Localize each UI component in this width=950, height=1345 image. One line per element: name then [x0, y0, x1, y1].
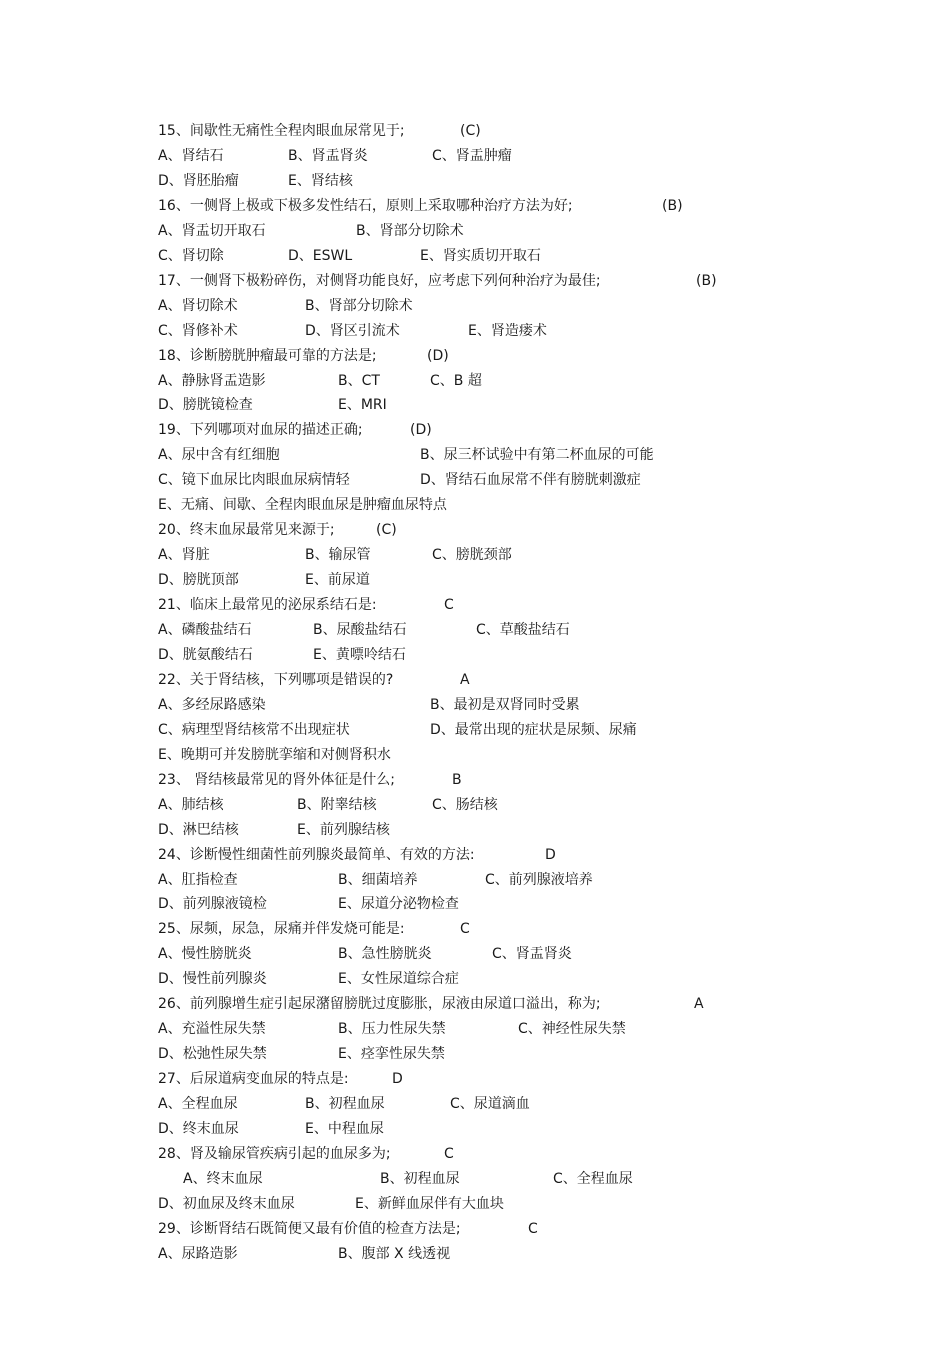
line-text: A、静脉肾盂造影 [158, 372, 266, 389]
text-line [0, 894, 950, 919]
line-text: D、慢性前列腺炎 [158, 971, 267, 988]
line-text: D、松弛性尿失禁 [158, 1046, 267, 1063]
text-line [0, 520, 950, 545]
line-segment: D [545, 846, 556, 863]
line-text: A、终末血尿 [183, 1170, 263, 1187]
line-text: A、肺结核 [158, 796, 224, 813]
text-line [0, 670, 950, 695]
text-line [0, 395, 950, 420]
text-line [0, 495, 950, 520]
line-segment: C [528, 1220, 538, 1237]
line-segment: D [392, 1071, 403, 1088]
text-line [0, 620, 950, 645]
line-segment: D、肾结石血尿常不伴有膀胱刺激症 [420, 472, 641, 489]
text-line [0, 770, 950, 795]
text-line [0, 994, 950, 1019]
text-line [0, 221, 950, 246]
line-text: A、充溢性尿失禁 [158, 1021, 266, 1038]
text-line [0, 445, 950, 470]
line-text: A、肾盂切开取石 [158, 222, 266, 239]
line-segment: B、初程血尿 [380, 1170, 460, 1187]
line-segment: B、腹部 X 线透视 [338, 1245, 451, 1262]
line-segment: A [694, 996, 704, 1013]
line-segment: B、尿三杯试验中有第二杯血尿的可能 [420, 447, 654, 464]
line-segment: C、肾盂肿瘤 [432, 147, 512, 164]
line-text: E、晚期可并发膀胱挛缩和对侧肾积水 [158, 746, 391, 763]
text-line [0, 1044, 950, 1069]
line-segment: B、输尿管 [305, 547, 371, 564]
text-line [0, 196, 950, 221]
line-text: A、尿中含有红细胞 [158, 447, 280, 464]
line-text: 19、下列哪项对血尿的描述正确; [158, 422, 363, 439]
line-segment: (D) [427, 347, 449, 364]
text-line [0, 1094, 950, 1119]
line-segment: C、全程血尿 [553, 1170, 633, 1187]
line-segment: E、肾实质切开取石 [420, 247, 541, 264]
text-line [0, 720, 950, 745]
text-line [0, 121, 950, 146]
text-line [0, 1069, 950, 1094]
line-text: A、全程血尿 [158, 1096, 238, 1113]
line-segment: C、肾盂肾炎 [492, 946, 572, 963]
line-segment: E、痉挛性尿失禁 [338, 1046, 445, 1063]
line-segment: (C) [460, 123, 481, 139]
line-text: A、肾结石 [158, 147, 224, 164]
line-segment: B、急性膀胱炎 [338, 946, 432, 963]
text-line [0, 944, 950, 969]
line-segment: C [460, 921, 470, 938]
line-text: 17、一侧肾下极粉碎伤，对侧肾功能良好，应考虑下列何种治疗为最佳; [158, 272, 601, 289]
line-segment: E、尿道分泌物检查 [338, 896, 459, 913]
line-segment: B、肾部分切除术 [356, 222, 464, 239]
line-segment: E、新鲜血尿伴有大血块 [355, 1195, 504, 1212]
text-line [0, 296, 950, 321]
line-text: 23、 肾结核最常见的肾外体征是什么; [158, 771, 395, 788]
line-segment: C [444, 1145, 454, 1162]
line-text: 15、间歇性无痛性全程肉眼血尿常见于; [158, 123, 405, 139]
line-text: C、肾修补术 [158, 322, 238, 339]
line-text: D、膀胱顶部 [158, 572, 239, 589]
text-line [0, 595, 950, 620]
line-segment: B、肾盂肾炎 [288, 147, 368, 164]
line-segment: E、中程血尿 [305, 1121, 384, 1137]
line-segment: E、黄嘌呤结石 [313, 646, 406, 663]
line-segment: C、草酸盐结石 [476, 622, 570, 638]
line-segment: C、肠结核 [432, 796, 498, 813]
text-line [0, 570, 950, 595]
line-text: 16、一侧肾上极或下极多发性结石，原则上采取哪种治疗方法为好; [158, 197, 573, 214]
line-segment: E、肾造瘘术 [468, 322, 547, 339]
line-text: D、前列腺液镜检 [158, 896, 267, 913]
text-line [0, 695, 950, 720]
line-segment: (D) [410, 422, 432, 439]
text-line [0, 1019, 950, 1044]
text-line [0, 470, 950, 495]
text-line [0, 146, 950, 171]
line-text: A、肾脏 [158, 547, 210, 564]
line-segment: E、女性尿道综合症 [338, 971, 459, 988]
text-line [0, 321, 950, 346]
text-line [0, 1219, 950, 1244]
line-text: 20、终末血尿最常见来源于; [158, 522, 335, 539]
line-text: 22、关于肾结核，下列哪项是错误的? [158, 671, 394, 688]
text-line [0, 545, 950, 570]
line-text: 24、诊断慢性细菌性前列腺炎最简单、有效的方法: [158, 846, 475, 863]
line-segment: E、前尿道 [305, 572, 370, 589]
line-text: D、胱氨酸结石 [158, 646, 253, 663]
text-line [0, 645, 950, 670]
line-segment: E、前列腺结核 [297, 821, 390, 838]
text-line [0, 795, 950, 820]
text-line [0, 845, 950, 870]
text-line [0, 1144, 950, 1169]
line-text: E、无痛、间歇、全程肉眼血尿是肿瘤血尿特点 [158, 497, 447, 514]
line-text: D、膀胱镜检查 [158, 397, 253, 414]
text-line [0, 870, 950, 895]
text-line [0, 271, 950, 296]
line-segment: B、附睾结核 [297, 796, 377, 813]
line-text: C、肾切除 [158, 247, 224, 264]
line-text: 21、临床上最常见的泌尿系结石是: [158, 597, 377, 614]
line-text: A、磷酸盐结石 [158, 622, 252, 638]
line-segment: B、细菌培养 [338, 871, 418, 888]
text-line [0, 1119, 950, 1144]
line-segment: E、肾结核 [288, 172, 353, 189]
text-line [0, 346, 950, 371]
line-text: 26、前列腺增生症引起尿潴留膀胱过度膨胀，尿液由尿道口溢出，称为; [158, 996, 601, 1013]
line-text: 28、肾及输尿管疾病引起的血尿多为; [158, 1145, 391, 1162]
line-text: C、镜下血尿比肉眼血尿病情轻 [158, 472, 350, 489]
text-line [0, 1194, 950, 1219]
line-text: A、肾切除术 [158, 297, 238, 314]
line-text: C、病理型肾结核常不出现症状 [158, 721, 350, 738]
line-segment: D、ESWL [288, 247, 353, 264]
text-line [0, 969, 950, 994]
line-segment: E、MRI [338, 397, 387, 414]
text-line [0, 171, 950, 196]
line-text: D、肾胚胎瘤 [158, 172, 239, 189]
line-segment: B、尿酸盐结石 [313, 622, 407, 638]
line-segment: (B) [662, 197, 683, 214]
line-segment: C [444, 597, 454, 614]
line-text: D、淋巴结核 [158, 821, 239, 838]
line-segment: D、肾区引流术 [305, 322, 400, 339]
line-segment: B、CT [338, 372, 380, 389]
text-line [0, 420, 950, 445]
line-text: 25、尿频，尿急，尿痛并伴发烧可能是: [158, 921, 405, 938]
line-text: A、尿路造影 [158, 1245, 238, 1262]
line-text: A、多经尿路感染 [158, 696, 266, 713]
line-segment: C、B 超 [430, 372, 482, 389]
line-text: 18、诊断膀胱肿瘤最可靠的方法是; [158, 347, 377, 364]
text-line [0, 1244, 950, 1269]
line-text: A、肛指检查 [158, 871, 238, 888]
line-segment: B、肾部分切除术 [305, 297, 413, 314]
line-segment: (B) [696, 272, 717, 289]
line-text: D、初血尿及终末血尿 [158, 1195, 295, 1212]
line-segment: C、神经性尿失禁 [518, 1021, 626, 1038]
line-segment: B [452, 771, 462, 788]
text-line [0, 1169, 950, 1194]
line-segment: C、前列腺液培养 [485, 871, 593, 888]
line-text: 29、诊断肾结石既简便又最有价值的检查方法是; [158, 1220, 461, 1237]
line-segment: A [460, 671, 470, 688]
line-segment: C、尿道滴血 [450, 1096, 530, 1113]
line-segment: C、膀胱颈部 [432, 547, 512, 564]
text-line [0, 246, 950, 271]
line-segment: D、最常出现的症状是尿频、尿痛 [430, 721, 637, 738]
line-text: D、终末血尿 [158, 1121, 239, 1137]
line-segment: (C) [376, 522, 397, 539]
line-segment: B、压力性尿失禁 [338, 1021, 446, 1038]
text-line [0, 745, 950, 770]
text-line [0, 371, 950, 396]
line-text: 27、后尿道病变血尿的特点是: [158, 1071, 349, 1088]
line-segment: B、初程血尿 [305, 1096, 385, 1113]
line-text: A、慢性膀胱炎 [158, 946, 252, 963]
line-segment: B、最初是双肾同时受累 [430, 696, 580, 713]
text-line [0, 919, 950, 944]
text-line [0, 820, 950, 845]
